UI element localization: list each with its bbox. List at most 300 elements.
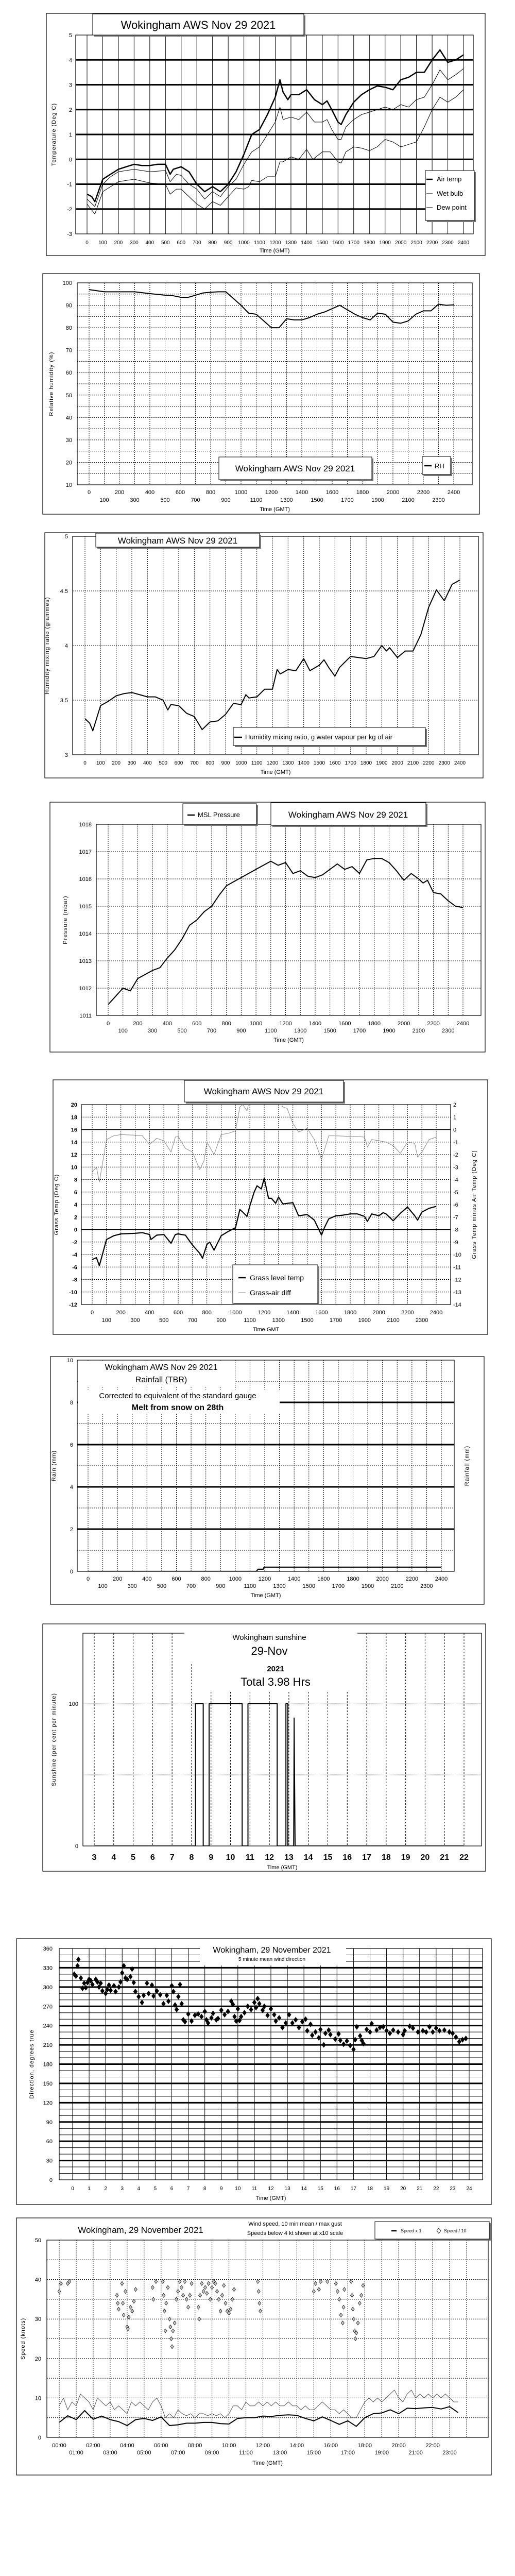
y-tick-label: 10 (35, 2395, 41, 2402)
x-tick-label: 800 (221, 1021, 231, 1027)
x-tick-label: 1800 (360, 760, 372, 766)
x-tick-label: 08:00 (187, 2443, 202, 2449)
x-tick-label: 700 (190, 760, 199, 766)
x-tick-label: 1900 (383, 1028, 396, 1034)
x-tick-label: 300 (130, 1317, 140, 1324)
y-tick-label: -4 (72, 1252, 77, 1258)
right-y-tick-label: -3 (453, 1164, 458, 1171)
x-tick-label: 900 (236, 1028, 246, 1034)
mixing-ratio-chart (44, 533, 483, 778)
y-tick-label: 0 (74, 1227, 77, 1233)
x-tick-label: 1800 (368, 1021, 381, 1027)
x-tick-label: 0 (85, 240, 89, 246)
x-tick-label: 500 (157, 1583, 167, 1589)
y-tick-label: 1013 (79, 958, 92, 964)
y-tick-label: 360 (43, 1946, 53, 1952)
x-tick-label: 1200 (266, 760, 279, 766)
x-tick-label: 1000 (229, 1310, 242, 1316)
y-tick-label: 20 (65, 460, 72, 466)
y-axis-title: Relative humidity (%) (48, 351, 55, 416)
x-tick-label: 23 (450, 2186, 456, 2192)
x-tick-label: 10 (235, 2186, 241, 2192)
x-tick-label: 300 (147, 1028, 158, 1034)
x-tick-label: 100 (98, 240, 107, 246)
right-y-tick-label: -12 (453, 1277, 461, 1283)
pressure-chart (50, 802, 485, 1052)
x-tick-label: 2200 (427, 1021, 440, 1027)
x-tick-label: 400 (145, 489, 155, 496)
y-tick-label: -3 (67, 231, 72, 238)
x-axis-title: Time (GMT) (260, 506, 290, 513)
x-tick-label: 10:00 (221, 2443, 236, 2449)
y-tick-label: 1 (68, 132, 72, 138)
y-tick-label: 5 (68, 32, 72, 39)
x-tick-label: 2200 (423, 760, 435, 766)
x-tick-label: 400 (162, 1021, 173, 1027)
x-tick-label: 21:00 (408, 2450, 423, 2456)
x-tick-label: 0 (86, 1576, 90, 1582)
x-axis-title: Time (GMT) (267, 1865, 298, 1871)
y-tick-label: 1015 (79, 904, 92, 910)
y-tick-label: 100 (68, 1701, 78, 1707)
x-tick-label: 700 (186, 1583, 196, 1589)
x-tick-label: 02:00 (86, 2443, 100, 2449)
x-tick-label: 2100 (407, 760, 419, 766)
x-tick-label: 1400 (301, 240, 313, 246)
y-axis-title: Speed (knots) (20, 2317, 26, 2360)
sunshine-total: Total 3.98 Hrs (241, 1675, 311, 1688)
y-tick-label: 5 (64, 534, 68, 540)
x-tick-label: 15 (317, 2186, 323, 2192)
x-tick-label: 0 (106, 1021, 110, 1027)
x-tick-label: 1100 (250, 497, 263, 503)
right-y-tick-label: -8 (453, 1227, 458, 1233)
x-tick-label: 2400 (447, 489, 460, 496)
x-tick-label: 300 (130, 240, 139, 246)
x-tick-label: 200 (116, 1310, 126, 1316)
x-tick-label: 19 (401, 1853, 410, 1862)
x-tick-label: 22 (433, 2186, 439, 2192)
x-tick-label: 20 (400, 2186, 406, 2192)
x-tick-label: 100 (101, 1317, 112, 1324)
right-y-tick-label: -14 (453, 1302, 461, 1308)
correction-note: Corrected to equivalent of the standard gauge (99, 1392, 256, 1400)
chart-frame (16, 2218, 491, 2475)
x-tick-label: 2100 (410, 240, 422, 246)
y-tick-label: 10 (65, 482, 72, 488)
x-tick-label: 1700 (329, 1317, 342, 1324)
x-tick-label: 0 (83, 760, 87, 766)
x-tick-label: 500 (159, 1317, 169, 1324)
y-tick-label: 60 (46, 2139, 53, 2145)
x-tick-label: 5 (131, 1853, 136, 1862)
y-tick-label: -6 (72, 1264, 77, 1271)
x-tick-label: 2000 (391, 760, 403, 766)
x-tick-label: 17:00 (340, 2450, 355, 2456)
x-tick-label: 200 (114, 489, 125, 496)
x-tick-label: 2000 (395, 240, 407, 246)
y-tick-label: 4 (74, 1202, 77, 1208)
x-tick-label: 6 (170, 2186, 174, 2192)
right-y-tick-label: -9 (453, 1239, 458, 1246)
x-tick-label: 18 (367, 2186, 373, 2192)
x-tick-label: 1400 (295, 489, 308, 496)
y-tick-label: -10 (69, 1289, 77, 1296)
x-tick-label: 700 (192, 240, 201, 246)
x-tick-label: 2100 (387, 1317, 400, 1324)
x-tick-label: 1500 (313, 760, 325, 766)
y-tick-label: 3.5 (60, 698, 68, 704)
y-tick-label: 30 (65, 437, 72, 444)
y-tick-label: 0 (38, 2435, 41, 2441)
x-tick-label: 20:00 (391, 2443, 406, 2449)
y-tick-label: 40 (35, 2277, 41, 2283)
relative-humidity-chart (43, 274, 479, 514)
x-tick-label: 2000 (372, 1310, 385, 1316)
legend-label: Grass level temp (250, 1274, 304, 1282)
x-tick-label: 7 (169, 1853, 175, 1862)
y-tick-label: 18 (71, 1114, 77, 1121)
x-tick-label: 2100 (391, 1583, 404, 1589)
temperature-chart (46, 13, 485, 256)
x-tick-label: 400 (145, 240, 154, 246)
chart-title: Wokingham AWS Nov 29 2021 (235, 464, 355, 473)
x-tick-label: 2300 (420, 1583, 433, 1589)
x-tick-label: 500 (161, 240, 170, 246)
y-tick-label: 1011 (79, 1013, 92, 1019)
x-tick-label: 4 (137, 2186, 141, 2192)
chart-subtitle: Speeds below 4 kt shown at x10 scale (247, 2230, 344, 2236)
x-tick-label: 17 (350, 2186, 356, 2192)
x-tick-label: 06:00 (153, 2443, 168, 2449)
y-tick-label: 4 (64, 643, 68, 649)
x-tick-label: 13:00 (272, 2450, 287, 2456)
x-tick-label: 24 (466, 2186, 472, 2192)
x-tick-label: 700 (191, 497, 200, 503)
x-tick-label: 100 (96, 760, 105, 766)
x-tick-label: 1300 (272, 1317, 285, 1324)
x-tick-label: 1200 (279, 1021, 292, 1027)
x-tick-label: 18:00 (357, 2443, 372, 2449)
y-tick-label: 120 (43, 2100, 53, 2107)
y-tick-label: 20 (71, 1102, 77, 1108)
x-tick-label: 6 (150, 1853, 155, 1862)
x-tick-label: 21 (440, 1853, 450, 1862)
x-tick-label: 800 (205, 489, 216, 496)
x-tick-label: 1900 (371, 497, 384, 503)
x-tick-label: 1300 (273, 1583, 286, 1589)
right-y-axis-title: Rainfall (mm) (464, 1445, 470, 1486)
x-tick-label: 100 (98, 1583, 108, 1589)
x-axis-title: Time (GMT) (259, 248, 290, 254)
x-tick-label: 1000 (229, 1576, 242, 1582)
x-tick-label: 0 (87, 489, 91, 496)
x-tick-label: 300 (127, 1583, 137, 1589)
x-tick-label: 05:00 (137, 2450, 151, 2456)
y-tick-label: 10 (66, 1358, 73, 1364)
y-tick-label: 240 (43, 2023, 53, 2029)
x-tick-label: 1800 (364, 240, 375, 246)
x-tick-label: 100 (118, 1028, 128, 1034)
x-tick-label: 600 (173, 1310, 183, 1316)
x-tick-label: 200 (114, 240, 123, 246)
x-tick-label: 500 (160, 497, 170, 503)
y-tick-label: 4.5 (60, 588, 68, 595)
x-tick-label: 8 (189, 1853, 194, 1862)
wind-direction-chart (16, 1939, 491, 2205)
y-tick-label: 90 (65, 302, 72, 309)
x-tick-label: 20 (420, 1853, 430, 1862)
x-tick-label: 00:00 (52, 2443, 66, 2449)
grass-temperature-chart (53, 1080, 488, 1334)
x-tick-label: 1200 (258, 1310, 271, 1316)
x-tick-label: 600 (177, 240, 186, 246)
x-tick-label: 15:00 (306, 2450, 321, 2456)
x-tick-label: 1900 (361, 1583, 374, 1589)
y-tick-label: 2 (74, 1214, 77, 1221)
x-tick-label: 900 (216, 1317, 226, 1324)
x-tick-label: 14 (303, 1853, 313, 1862)
y-tick-label: 210 (43, 2042, 53, 2049)
y-tick-label: 4 (68, 57, 72, 64)
y-axis-title: Humidity mixing ratio (grammes) (44, 597, 50, 694)
rainfall-chart (50, 1357, 484, 1604)
y-tick-label: 3 (68, 82, 72, 89)
x-tick-label: 1400 (286, 1310, 299, 1316)
x-tick-label: 1000 (249, 1021, 263, 1027)
x-tick-label: 2200 (401, 1310, 414, 1316)
x-tick-label: 1600 (332, 240, 344, 246)
x-tick-label: 100 (99, 497, 109, 503)
x-tick-label: 600 (174, 760, 183, 766)
x-tick-label: 19:00 (374, 2450, 389, 2456)
x-tick-label: 1700 (345, 760, 356, 766)
y-tick-label: 50 (65, 392, 72, 399)
x-tick-label: 800 (201, 1576, 211, 1582)
x-tick-label: 2300 (438, 760, 450, 766)
x-tick-label: 1500 (323, 1028, 336, 1034)
x-tick-label: 16:00 (323, 2443, 338, 2449)
chart-title: Wokingham, 29 November 2021 (213, 1946, 331, 1955)
y-axis-title: Pressure (mbar) (62, 895, 68, 944)
x-tick-label: 1900 (376, 760, 388, 766)
y-tick-label: 8 (70, 1400, 73, 1406)
x-tick-label: 1300 (280, 497, 293, 503)
legend-label: Dew point (437, 204, 467, 211)
x-tick-label: 800 (208, 240, 217, 246)
right-y-tick-label: -11 (453, 1264, 461, 1271)
x-tick-label: 11 (251, 2186, 258, 2192)
x-tick-label: 13 (284, 1853, 294, 1862)
x-tick-label: 2000 (386, 489, 400, 496)
y-tick-label: -8 (72, 1277, 77, 1283)
y-tick-label: 10 (71, 1164, 77, 1171)
legend-label: Humidity mixing ratio, g water vapour per kg of air (245, 733, 393, 741)
x-tick-label: 400 (145, 1310, 154, 1316)
x-tick-label: 14:00 (289, 2443, 304, 2449)
x-tick-label: 12:00 (255, 2443, 270, 2449)
y-tick-label: 1012 (79, 986, 92, 992)
x-tick-label: 1100 (264, 1028, 277, 1034)
y-tick-label: 1016 (79, 876, 92, 883)
x-tick-label: 3 (92, 1853, 97, 1862)
x-tick-label: 1600 (317, 1576, 330, 1582)
x-tick-label: 23:00 (442, 2450, 457, 2456)
x-tick-label: 17 (362, 1853, 371, 1862)
x-tick-label: 01:00 (69, 2450, 83, 2456)
x-tick-label: 900 (216, 1583, 226, 1589)
y-tick-label: 3 (64, 752, 68, 758)
x-tick-label: 300 (127, 760, 136, 766)
chart-subtitle: Rainfall (TBR) (135, 1376, 187, 1384)
y-tick-label: 330 (43, 1965, 53, 1972)
y-tick-label: 50 (35, 2238, 41, 2244)
x-tick-label: 19 (384, 2186, 390, 2192)
y-tick-label: -2 (67, 206, 72, 213)
legend-label: Grass-air diff (250, 1289, 291, 1297)
x-tick-label: 11:00 (239, 2450, 253, 2456)
x-axis-title: Time GMT (252, 1327, 280, 1333)
chart-title: Wokingham AWS Nov 29 2021 (117, 536, 238, 546)
x-tick-label: 1300 (294, 1028, 307, 1034)
y-tick-label: -1 (67, 181, 72, 188)
x-axis-title: Time (GMT) (273, 1037, 304, 1043)
chart-title: Wokingham AWS Nov 29 2021 (105, 1363, 218, 1372)
x-tick-label: 1100 (244, 1317, 256, 1324)
y-tick-label: 0 (49, 2177, 53, 2183)
snow-melt-note: Melt from snow on 28th (131, 1403, 224, 1412)
x-tick-label: 1100 (251, 760, 263, 766)
x-tick-label: 04:00 (120, 2443, 134, 2449)
y-tick-label: 6 (74, 1189, 77, 1196)
x-tick-label: 400 (142, 1576, 152, 1582)
sunshine-chart (43, 1624, 486, 1871)
y-tick-label: -2 (72, 1239, 77, 1246)
x-tick-label: 900 (224, 240, 233, 246)
y-tick-label: 0 (68, 157, 72, 163)
x-tick-label: 22 (459, 1853, 469, 1862)
x-tick-label: 15 (323, 1853, 333, 1862)
y-tick-label: 100 (62, 280, 72, 286)
y-tick-label: 300 (43, 1984, 53, 1991)
y-tick-label: 270 (43, 2004, 53, 2010)
x-tick-label: 2100 (412, 1028, 425, 1034)
right-y-tick-label: -7 (453, 1214, 458, 1221)
y-tick-label: 12 (71, 1152, 77, 1158)
chart-subtitle: Wind speed, 10 min mean / max gust (248, 2221, 342, 2227)
x-tick-label: 1700 (332, 1583, 345, 1589)
x-tick-label: 500 (159, 760, 168, 766)
x-tick-label: 2400 (454, 760, 466, 766)
chart-frame (50, 802, 485, 1052)
x-tick-label: 1500 (301, 1317, 314, 1324)
y-axis-title: Grass Temp (Deg C) (54, 1174, 60, 1235)
x-tick-label: 1900 (358, 1317, 371, 1324)
chart-date: 29-Nov (251, 1645, 288, 1657)
x-tick-label: 1500 (316, 240, 328, 246)
x-tick-label: 2300 (415, 1317, 428, 1324)
y-tick-label: 2 (70, 1527, 73, 1533)
x-tick-label: 2300 (432, 497, 445, 503)
x-tick-label: 1600 (325, 489, 339, 496)
x-tick-label: 200 (112, 1576, 123, 1582)
x-tick-label: 1100 (254, 240, 265, 246)
x-tick-label: 1300 (285, 240, 297, 246)
x-tick-label: 12 (268, 2186, 274, 2192)
y-axis-title: Temperature (Deg C) (51, 103, 57, 166)
x-tick-label: 1800 (347, 1576, 359, 1582)
right-y-tick-label: 0 (453, 1127, 457, 1133)
x-tick-label: 3 (121, 2186, 124, 2192)
x-tick-label: 2200 (417, 489, 430, 496)
x-tick-label: 1 (88, 2186, 91, 2192)
y-tick-label: 150 (43, 2080, 53, 2087)
legend-label: Air temp (437, 175, 462, 183)
title-area-b (200, 1962, 337, 1965)
y-tick-label: 6 (70, 1442, 73, 1448)
x-tick-label: 12 (265, 1853, 274, 1862)
x-tick-label: 1100 (244, 1583, 256, 1589)
x-tick-label: 1900 (379, 240, 391, 246)
y-tick-label: 70 (65, 347, 72, 354)
x-tick-label: 900 (221, 497, 231, 503)
wind-speed-chart (16, 2218, 491, 2475)
x-axis-title: Time (GMT) (250, 1592, 281, 1599)
right-y-tick-label: -10 (453, 1252, 461, 1258)
x-tick-label: 1500 (311, 497, 323, 503)
x-tick-label: 2400 (430, 1310, 443, 1316)
y-tick-label: 2 (68, 107, 72, 113)
x-tick-label: 2400 (457, 240, 470, 246)
y-axis-title: Direction, degrees true (29, 2029, 35, 2099)
right-y-tick-label: -5 (453, 1189, 458, 1196)
x-tick-label: 07:00 (170, 2450, 185, 2456)
x-axis-title: Time (GMT) (252, 2460, 283, 2466)
right-y-tick-label: -4 (453, 1177, 458, 1183)
x-tick-label: 2100 (402, 497, 415, 503)
chart-year: 2021 (267, 1665, 284, 1673)
y-tick-label: 80 (65, 325, 72, 332)
x-tick-label: 1700 (341, 497, 354, 503)
y-axis-title: Sunshine (per cent per minute) (51, 1692, 57, 1787)
x-tick-label: 800 (202, 1310, 212, 1316)
x-tick-label: 1000 (234, 489, 248, 496)
x-tick-label: 1300 (282, 760, 294, 766)
x-tick-label: 13 (284, 2186, 290, 2192)
x-tick-label: 1000 (238, 240, 250, 246)
x-tick-label: 300 (130, 497, 140, 503)
x-tick-label: 800 (205, 760, 215, 766)
x-tick-label: 7 (186, 2186, 190, 2192)
x-tick-label: 900 (221, 760, 230, 766)
x-axis-title: Time (GMT) (255, 2195, 286, 2201)
y-axis-title: Rain (mm) (51, 1450, 57, 1482)
y-tick-label: 1014 (79, 931, 92, 937)
x-tick-label: 2300 (442, 1028, 455, 1034)
x-tick-label: 10 (226, 1853, 235, 1862)
y-tick-label: -12 (69, 1302, 77, 1308)
x-tick-label: 03:00 (103, 2450, 117, 2456)
x-tick-label: 1800 (344, 1310, 357, 1316)
x-tick-label: 18 (381, 1853, 391, 1862)
y-tick-label: 40 (65, 415, 72, 421)
x-tick-label: 400 (143, 760, 152, 766)
right-y-tick-label: -6 (453, 1202, 458, 1208)
y-tick-label: 180 (43, 2061, 53, 2068)
y-tick-label: 30 (35, 2316, 41, 2323)
x-axis-title: Time (GMT) (260, 769, 291, 775)
x-tick-label: 2000 (397, 1021, 410, 1027)
